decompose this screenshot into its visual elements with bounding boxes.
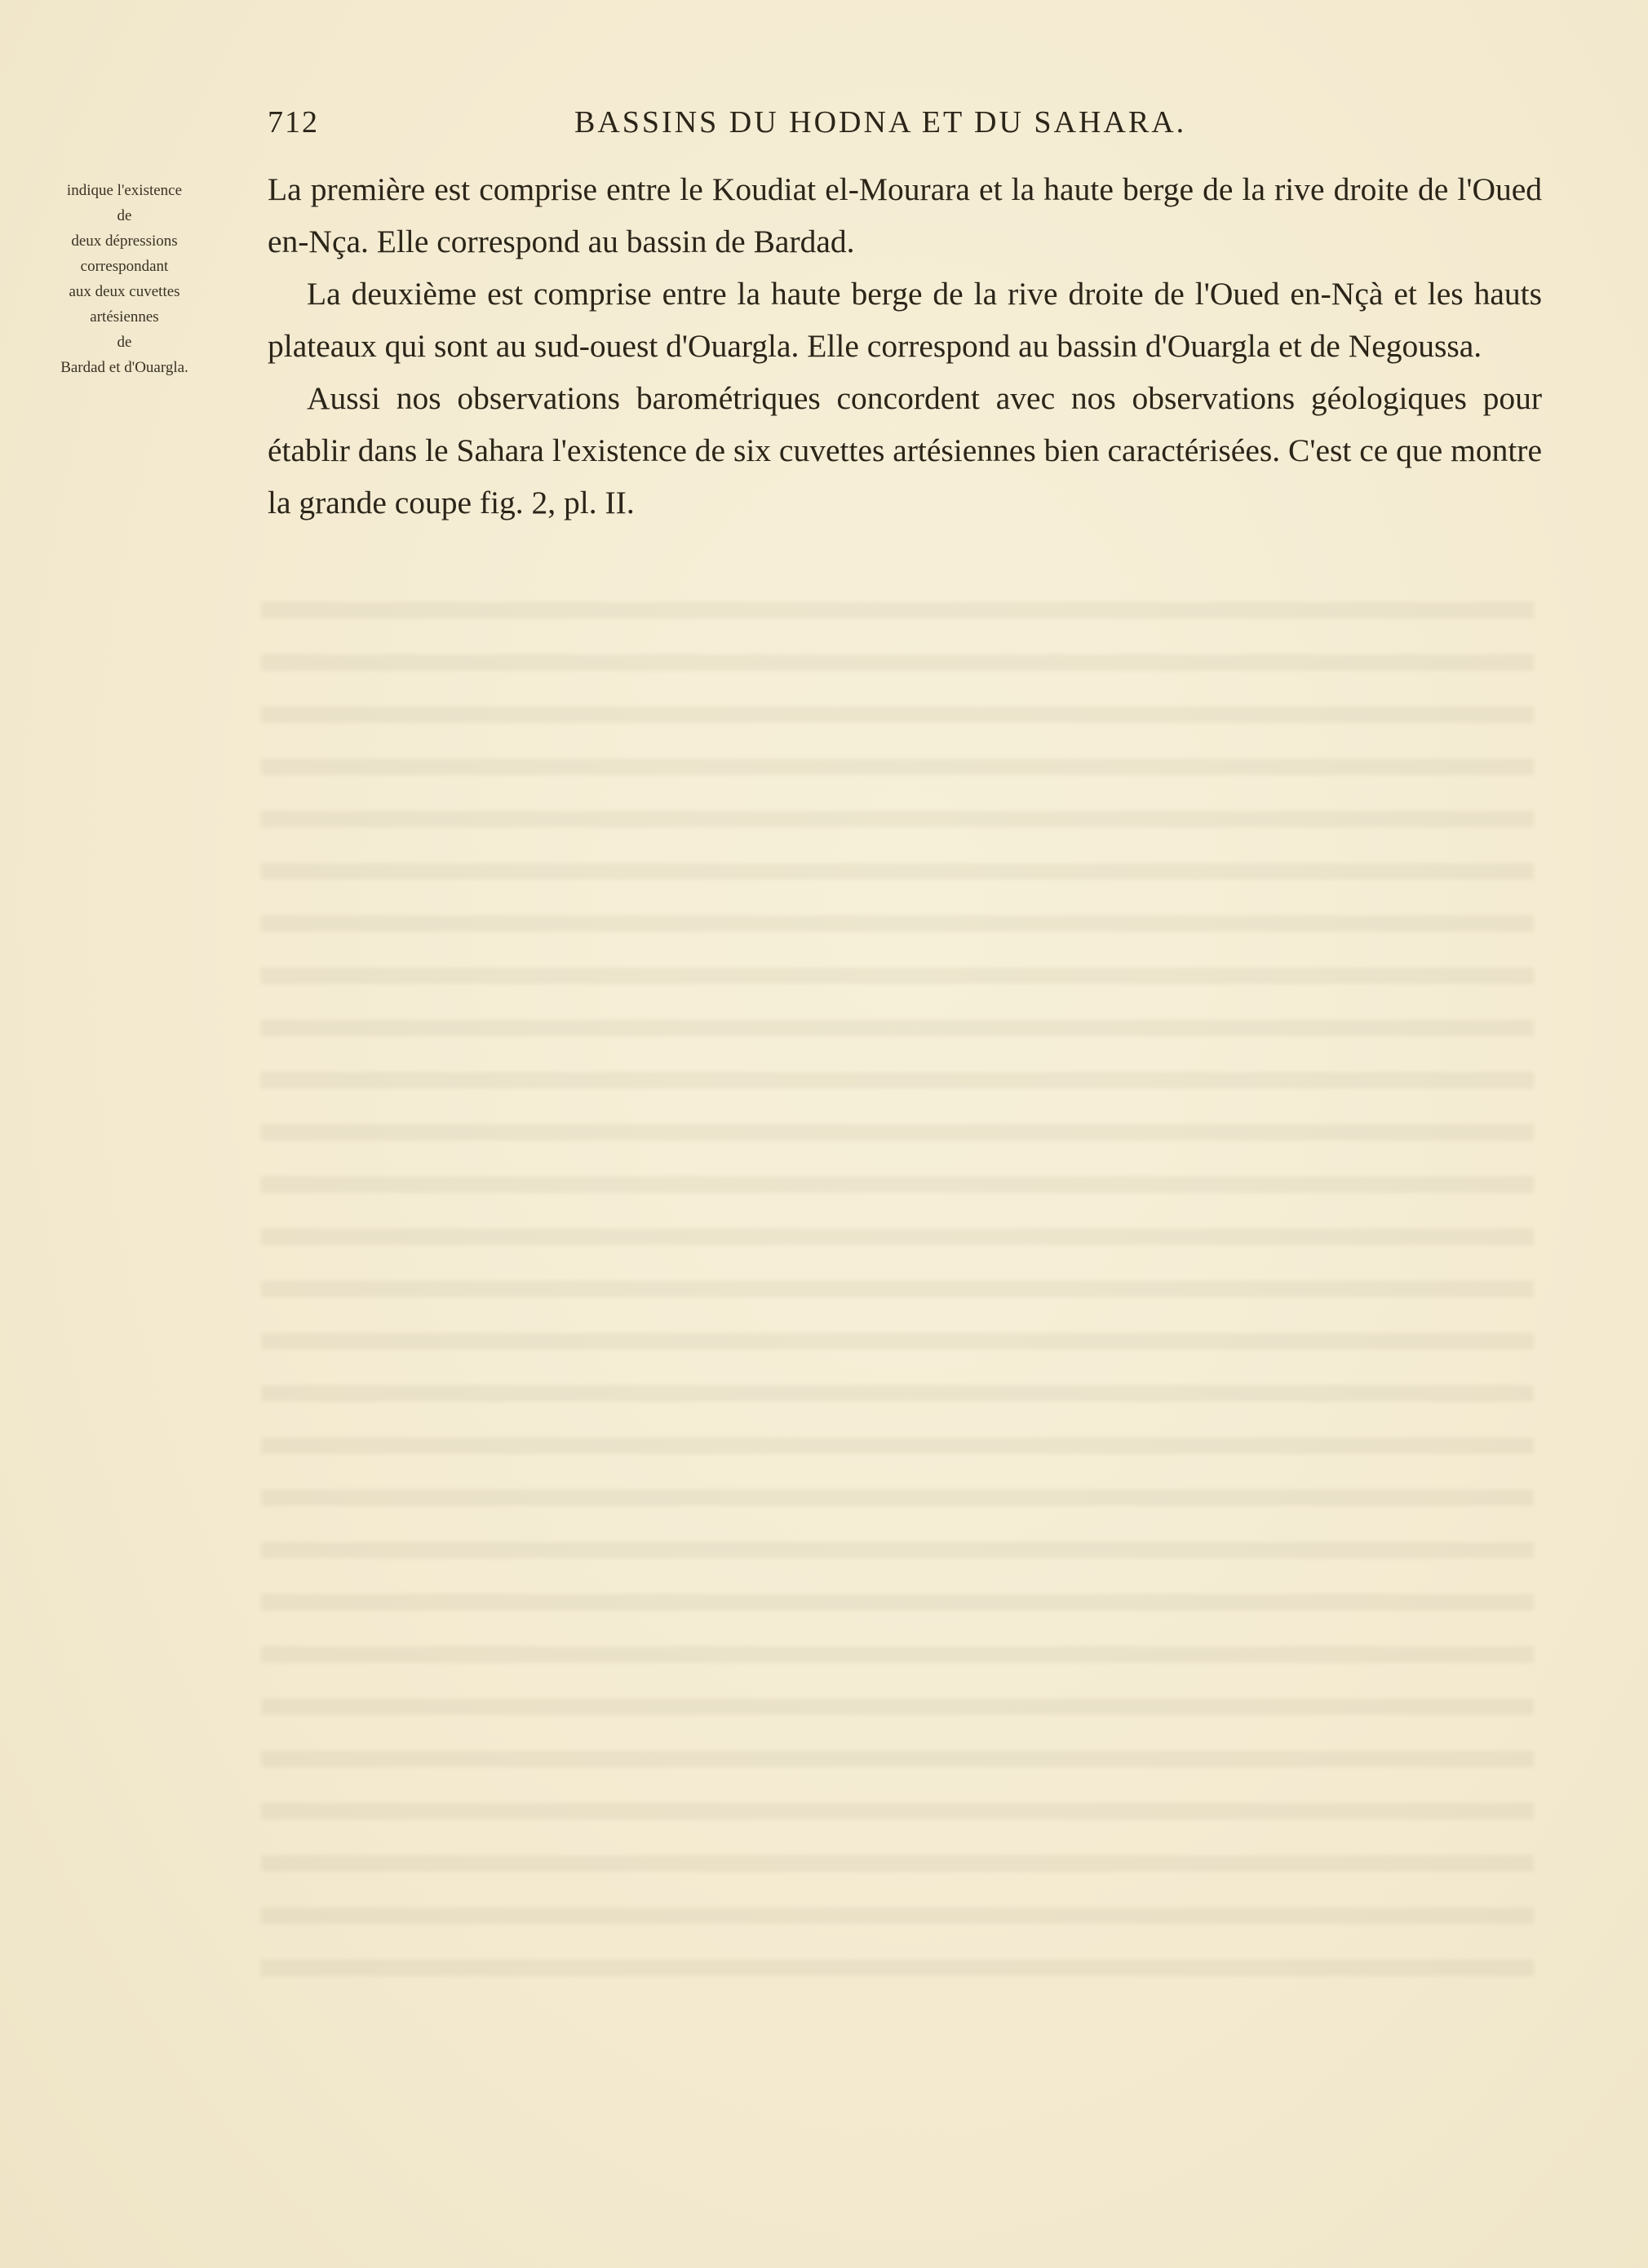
margin-note-line: de xyxy=(117,207,132,224)
paragraph-second-depression: La deuxième est comprise entre la haute berge de la rive droite de l'Oued en-Nçà et les hauts plateaux qui sont au sud-ouest d'Ouargla. Elle correspond au bassin d'Ouargla et de Negoussa. xyxy=(268,276,1542,364)
running-title: BASSINS DU HODNA ET DU SAHARA. xyxy=(574,105,1187,140)
page-number: 712 xyxy=(268,105,319,140)
margin-note-line: de xyxy=(117,334,132,351)
margin-note-line: aux deux cuvettes xyxy=(69,283,180,300)
reverse-page-bleed-through xyxy=(261,571,1534,1999)
margin-note-line: Bardad et d'Ouargla. xyxy=(60,359,188,376)
margin-note-line: indique l'existence xyxy=(66,182,183,199)
margin-note-line: correspondant xyxy=(80,258,169,275)
paragraph-barometric-observations: Aussi nos observations barométriques concordent avec nos observations géologiques pour établir dans le Sahara l'existence de six cuvettes artésiennes bien caractérisées. C'est ce que montre la grande coupe fig. 2, pl. II. xyxy=(268,380,1542,520)
page-header xyxy=(268,104,1540,153)
body-text xyxy=(268,163,1542,529)
margin-note-line: deux dépressions xyxy=(71,233,178,250)
paragraph-first-depression: La première est comprise entre le Koudiat el-Mourara et la haute berge de la rive droite de l'Oued en-Nça. Elle correspond au bassin de Bardad. xyxy=(268,171,1542,259)
margin-note xyxy=(24,178,224,380)
margin-note-line: artésiennes xyxy=(90,308,159,326)
